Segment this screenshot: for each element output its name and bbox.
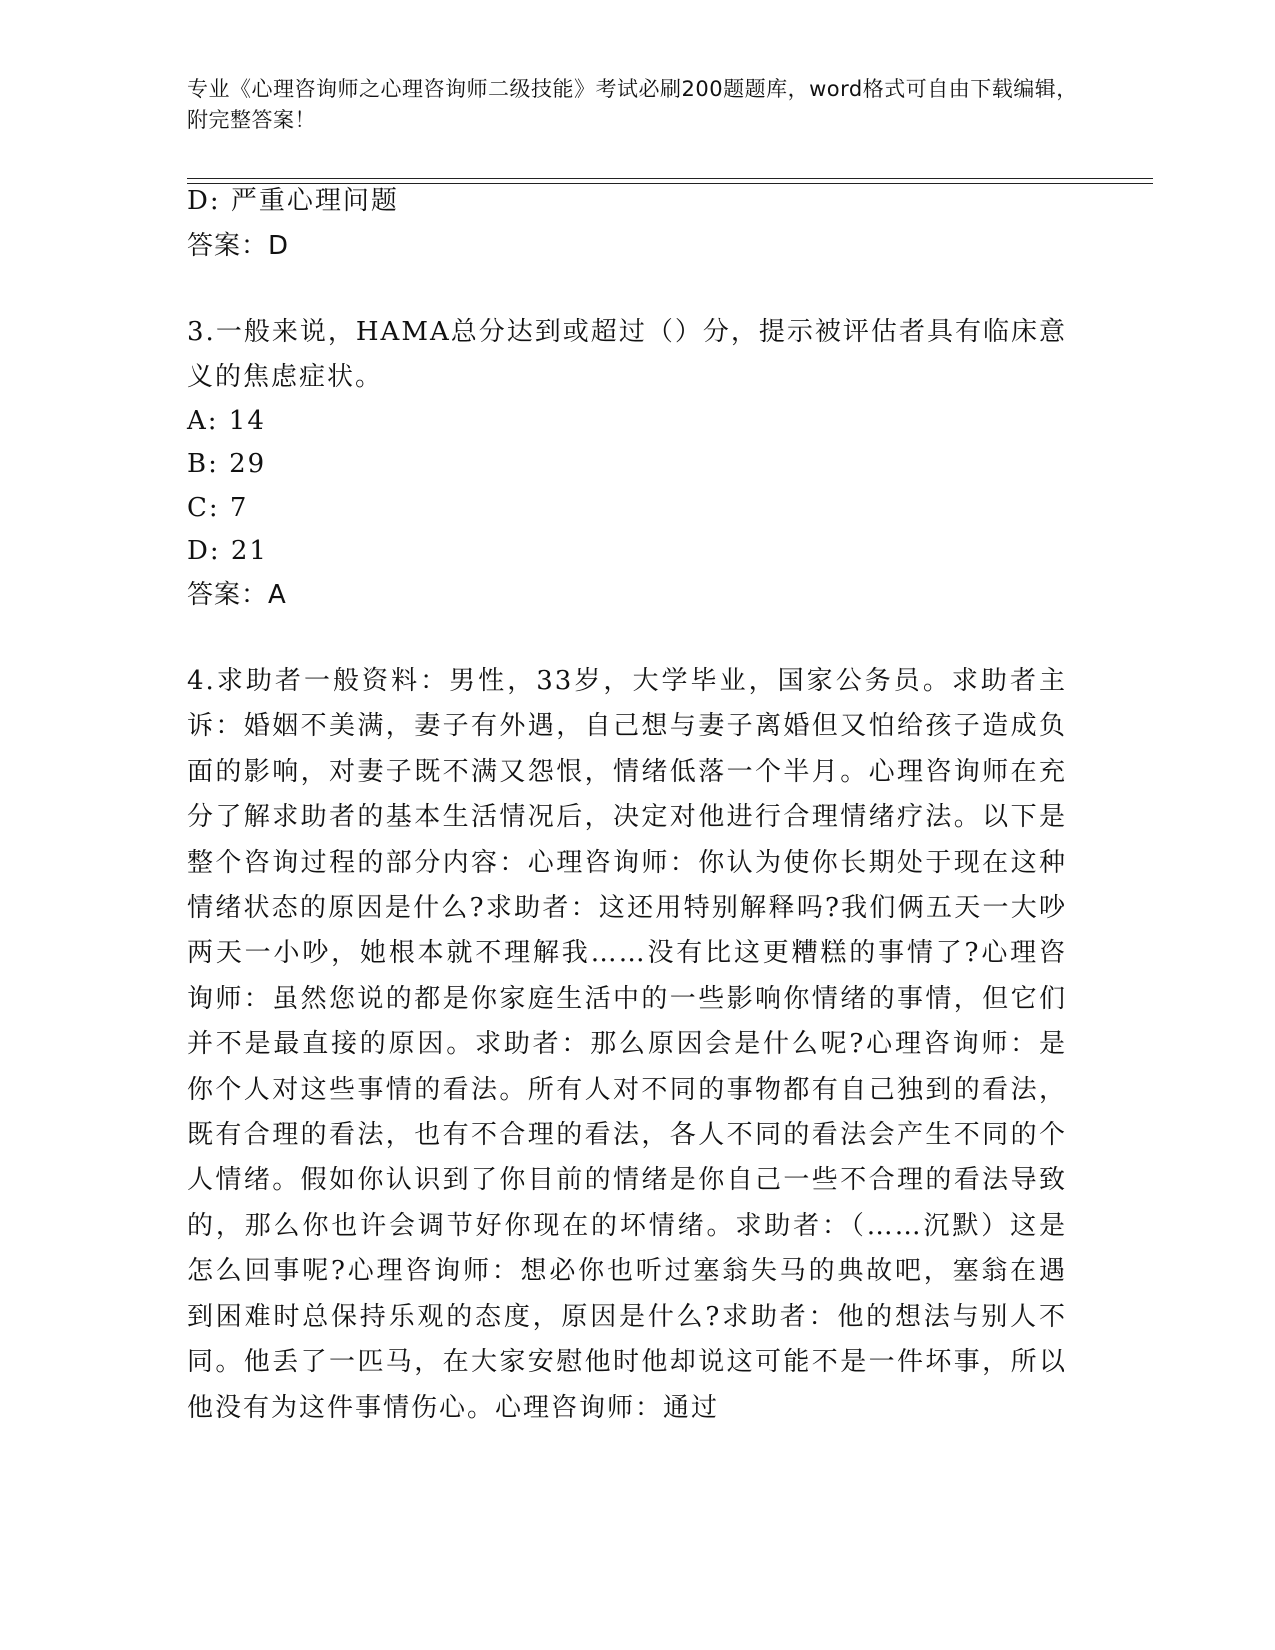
q3-option-a: A: 14 <box>187 406 266 436</box>
prev-option-d: D: 严重心理问题 <box>187 186 399 216</box>
q3-stem: 3.一般来说，HAMA总分达到或超过（）分，提示被评估者具有临床意义的焦虑症状。 <box>187 317 1067 393</box>
q3-option-d: D: 21 <box>187 536 268 566</box>
q3-answer: 答案：A <box>187 580 287 610</box>
document-header: 专业《心理咨询师之心理咨询师二级技能》考试必刷200题题库，word格式可自由下载编辑，附完整答案！ <box>187 77 1078 132</box>
q4-stem: 4.求助者一般资料：男性，33岁，大学毕业，国家公务员。求助者主诉：婚姻不美满，妻子有外遇，自己想与妻子离婚但又怕给孩子造成负面的影响，对妻子既不满又怨恨，情绪低落一个半月。心理咨询师在充分了解求助者的基本生活情况后，决定对他进行合理情绪疗法。以下是整个咨询过程的部分内容：心理咨询师：你认为使你长期处于现在这种情绪状态的原因是什么?求助者：这还用特别解释吗?我们俩五天一大吵两天一小吵，她根本就不理解我……没有比这更糟糕的事情了?心理咨询师：虽然您说的都是你家庭生活中的一些影响你情绪的事情，但它们并不是最直接的原因。求助者：那么原因会是什么呢?心理咨询师：是你个人对这些事情的看法。所有人对不同的事物都有自己独到的看法，既有合理的看法，也有不合理的看法，各人不同的看法会产生不同的个人情绪。假如你认识到了你目前的情绪是你自己一些不合理的看法导致的，那么你也许会调节好你现在的坏情绪。求助者：（……沉默）这是怎么回事呢?心理咨询师：想必你也听过塞翁失马的典故吧，塞翁在遇到困难时总保持乐观的态度，原因是什么?求助者：他的想法与别人不同。他丢了一匹马，在大家安慰他时他却说这可能不是一件坏事，所以他没有为这件事情伤心。心理咨询师：通过 <box>187 666 1067 1423</box>
q3-option-b: B: 29 <box>187 449 267 479</box>
header-divider <box>187 178 1153 184</box>
prev-answer: 答案：D <box>187 231 290 261</box>
q3-option-c: C: 7 <box>187 493 249 523</box>
